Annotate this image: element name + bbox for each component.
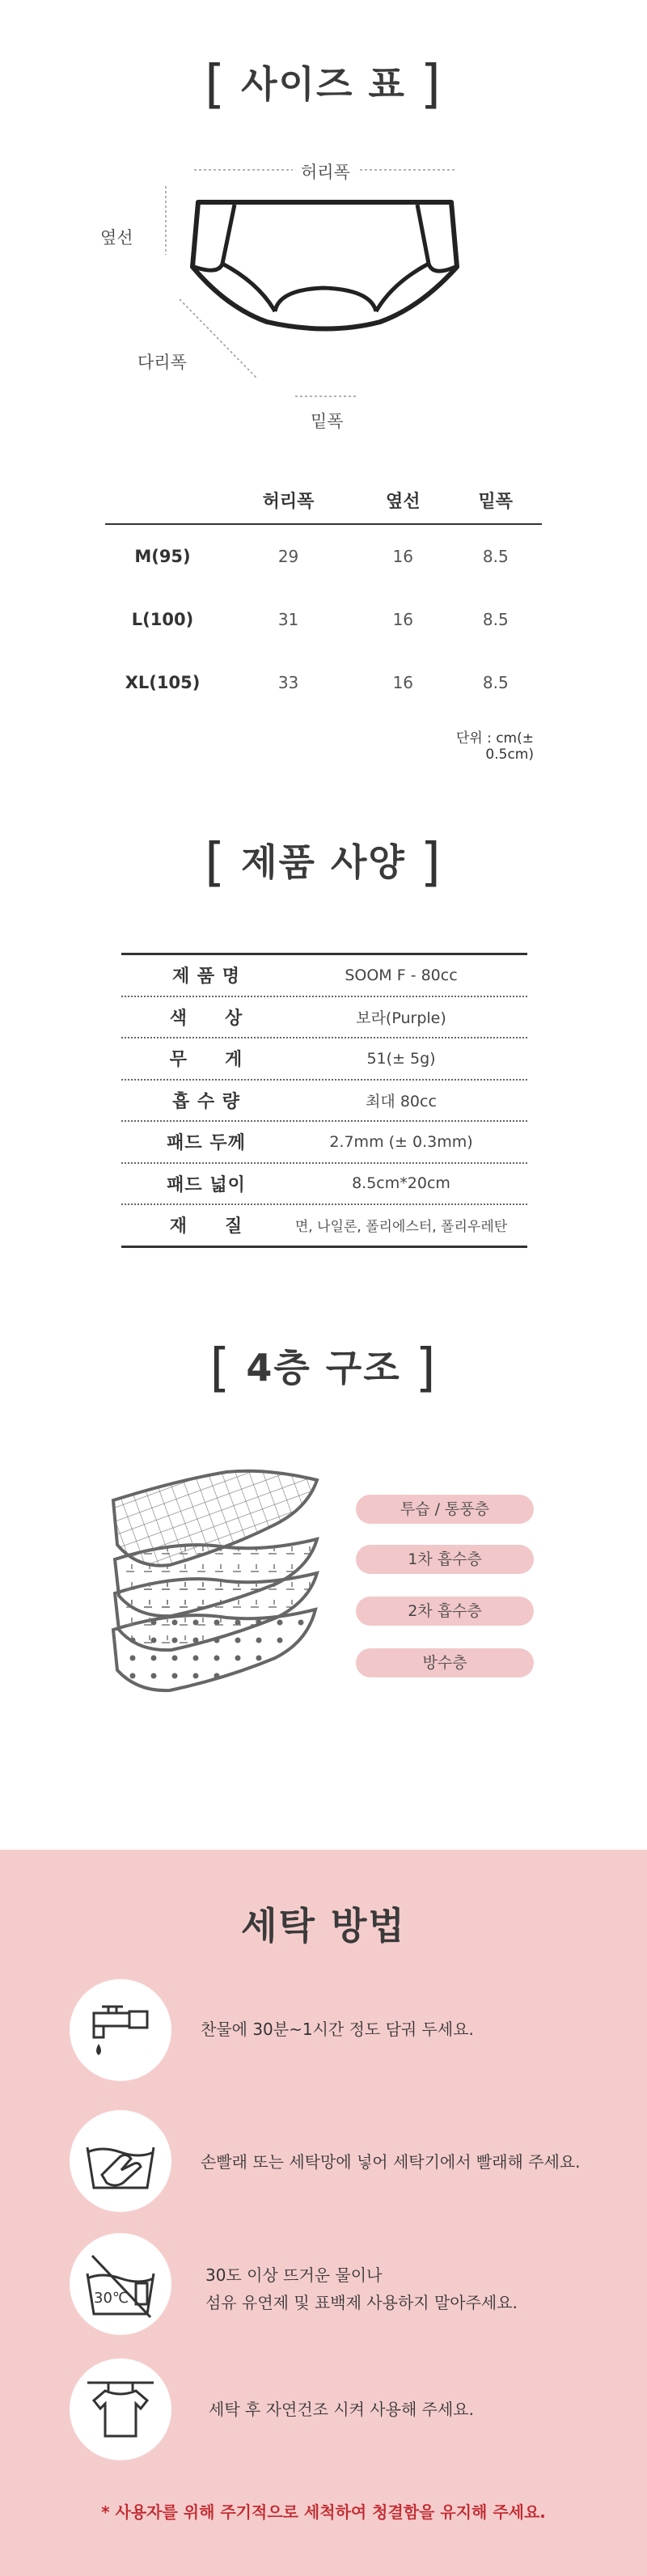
header-waist: 허리폭 (262, 492, 315, 512)
table-cell: 16 (392, 610, 414, 629)
table-row (105, 651, 542, 714)
spec-row: 제 품 명 SOOM F - 80cc (121, 955, 527, 997)
spec-row: 흡 수 량 최대 80cc (121, 1081, 527, 1123)
hang-dry-icon (70, 2358, 171, 2460)
care-notice: * 사용자를 위해 주기적으로 세척하여 청결함을 유지해 주세요. (101, 2502, 546, 2522)
header-bottom: 밑폭 (478, 492, 514, 512)
table-row (105, 588, 542, 651)
table-cell: 8.5 (482, 547, 509, 566)
wash-step-3-text-line-2: 섬유 유연제 및 표백제 사용하지 말아주세요. (205, 2293, 518, 2312)
wash-step-1-text: 찬물에 30분~1시간 정도 담궈 두세요. (201, 2020, 474, 2039)
faucet-icon (70, 1979, 171, 2081)
spec-row: 패드 두께 2.7mm (± 0.3mm) (121, 1122, 527, 1164)
spec-row: 무 게 51(± 5g) (121, 1038, 527, 1081)
layer-title: [ 4층 구조 ] (209, 1339, 438, 1398)
four-layer-diagram (105, 1456, 332, 1698)
layer-pill-breathable: 투습 / 통풍층 (356, 1495, 534, 1524)
hand-wash-icon (70, 2110, 171, 2212)
table-cell: 8.5 (482, 610, 509, 629)
table-row (105, 524, 542, 588)
wash-title: 세탁 방법 (241, 1904, 406, 1948)
size-table-header (105, 477, 542, 524)
table-cell: 33 (277, 673, 299, 692)
bottom-label: 밑폭 (311, 412, 344, 431)
layer-pill-first-absorb: 1차 흡수층 (356, 1545, 534, 1574)
spec-row: 색 상 보라(Purple) (121, 997, 527, 1039)
unit-note: 단위 : cm(± 0.5cm) (455, 730, 534, 763)
wash-step-4-text: 세탁 후 자연건조 시켜 사용해 주세요. (209, 2400, 474, 2419)
spec-title: [ 제품 사양 ] (205, 833, 442, 893)
leg-label: 다리폭 (137, 353, 187, 372)
table-cell: 8.5 (482, 673, 509, 692)
size-label: M(95) (134, 547, 191, 566)
table-cell: 29 (277, 547, 299, 566)
table-cell: 16 (392, 673, 414, 692)
header-side: 옆선 (386, 492, 421, 512)
layer-pill-waterproof: 방수층 (356, 1648, 534, 1677)
table-cell: 31 (277, 610, 299, 629)
svg-text:30℃: 30℃ (94, 2290, 129, 2307)
size-chart-title: [ 사이즈 표 ] (205, 55, 442, 115)
underwear-size-diagram (0, 146, 647, 437)
size-label: XL(105) (125, 673, 201, 692)
layer-pill-second-absorb: 2차 흡수층 (356, 1597, 534, 1626)
wash-step-2-text: 손빨래 또는 세탁망에 넣어 세탁기에서 빨래해 주세요. (201, 2152, 581, 2172)
size-table (105, 477, 542, 714)
wash-step-3-text-line-1: 30도 이상 뜨거운 물이나 (205, 2265, 383, 2285)
spec-row: 재 질 면, 나일론, 폴리에스터, 폴리우레탄 (169, 1216, 508, 1237)
waist-label: 허리폭 (301, 163, 350, 182)
side-label: 옆선 (100, 228, 133, 247)
spec-table (121, 953, 527, 1248)
spec-row: 패드 넓이 8.5cm*20cm (121, 1164, 527, 1206)
wash-section-background (0, 1850, 647, 2576)
size-label: L(100) (131, 610, 194, 629)
table-cell: 16 (392, 547, 414, 566)
no-hot-water-icon (70, 2233, 171, 2335)
